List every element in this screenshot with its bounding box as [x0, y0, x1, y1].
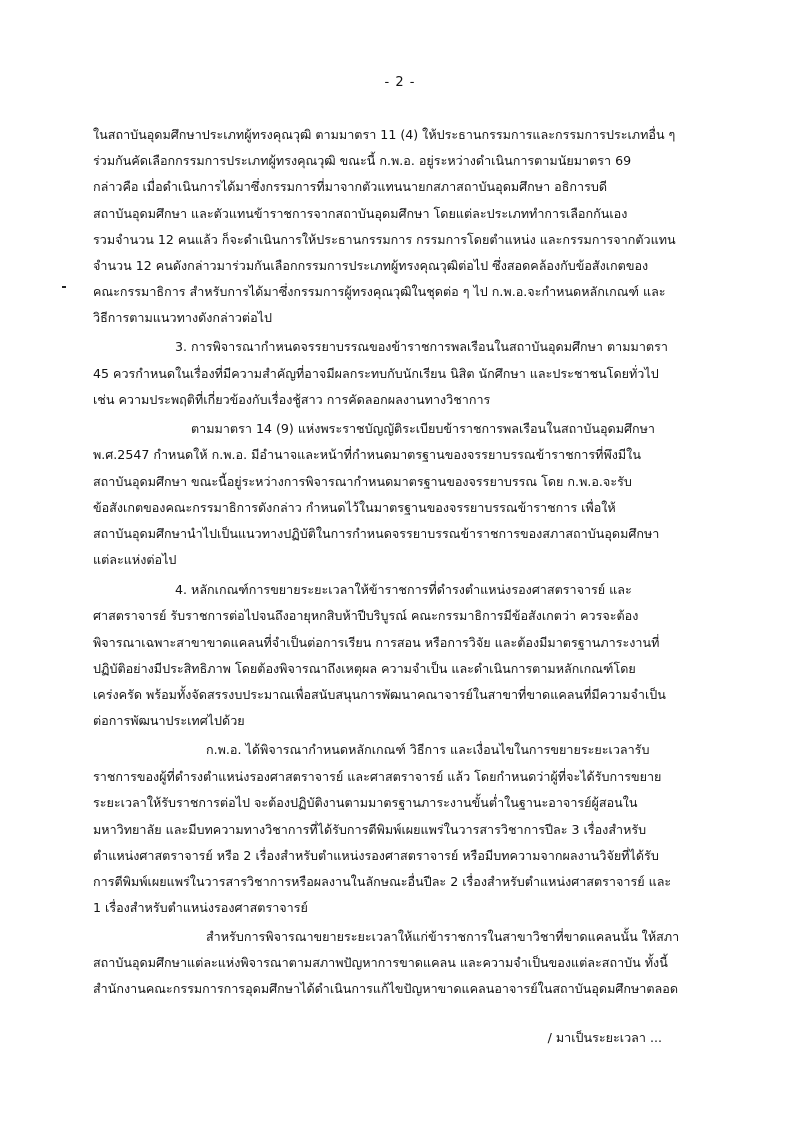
body-line: ศาสตราจารย์ รับราชการต่อไปจนถึงอายุหกสิบห้าปีบริบูรณ์ คณะกรรมาธิการมีข้อสังเกตว่า ควรจะต้อง: [93, 608, 639, 623]
page-number: - 2 -: [384, 75, 416, 90]
paragraph-start: ก.พ.อ. ได้พิจารณากำหนดหลักเกณฑ์ วิธีการ และเงื่อนไขในการขยายระยะเวลารับ: [206, 742, 650, 757]
body-line: แต่ละแห่งต่อไป: [93, 552, 177, 567]
body-line: เช่น ความประพฤติที่เกี่ยวข้องกับเรื่องชู้สาว การคัดลอกผลงานทางวิชาการ: [93, 392, 491, 407]
scan-mark: [62, 286, 66, 288]
section-heading-4: 4. หลักเกณฑ์การขยายระยะเวลาให้ข้าราชการที่ดำรงตำแหน่งรองศาสตราจารย์ และ: [175, 582, 632, 597]
body-line: สถาบันอุดมศึกษานำไปเป็นแนวทางปฏิบัติในการกำหนดจรรยาบรรณข้าราชการของสภาสถาบันอุดมศึกษา: [93, 526, 660, 541]
continuation-note: / มาเป็นระยะเวลา ...: [547, 1030, 662, 1045]
body-line: การตีพิมพ์เผยแพร่ในวารสารวิชาการหรือผลงานในลักษณะอื่นปีละ 2 เรื่องสำหรับตำแหน่งศาสตราจารย์ และ: [93, 874, 672, 889]
body-line: วิธีการตามแนวทางดังกล่าวต่อไป: [93, 310, 272, 325]
body-line: ปฏิบัติอย่างมีประสิทธิภาพ โดยต้องพิจารณาถึงเหตุผล ความจำเป็น และดำเนินการตามหลักเกณฑ์โดย: [93, 661, 636, 676]
body-line: มหาวิทยาลัย และมีบทความทางวิชาการที่ได้รับการตีพิมพ์เผยแพร่ในวารสารวิชาการปีละ 3 เรื่องสำหรับ: [93, 822, 647, 837]
body-line: จำนวน 12 คนดังกล่าวมาร่วมกันเลือกกรรมการประเภทผู้ทรงคุณวุฒิต่อไป ซึ่งสอดคล้องกับข้อสังเกตของ: [93, 258, 649, 273]
body-line: กล่าวคือ เมื่อดำเนินการได้มาซึ่งกรรมการที่มาจากตัวแทนนายกสภาสถาบันอุดมศึกษา อธิการบดี: [93, 179, 608, 194]
body-line: ในสถาบันอุดมศึกษาประเภทผู้ทรงคุณวุฒิ ตามมาตรา 11 (4) ให้ประธานกรรมการและกรรมการประเภทอื่น ๆ: [93, 127, 676, 142]
body-line: สถาบันอุดมศึกษา ขณะนี้อยู่ระหว่างการพิจารณากำหนดมาตรฐานของจรรยาบรรณ โดย ก.พ.อ.จะรับ: [93, 474, 632, 489]
paragraph-start: ตามมาตรา 14 (9) แห่งพระราชบัญญัติระเบียบข้าราชการพลเรือนในสถาบันอุดมศึกษา: [191, 421, 655, 436]
body-line: 1 เรื่องสำหรับตำแหน่งรองศาสตราจารย์: [93, 900, 308, 915]
paragraph-start: สำหรับการพิจารณาขยายระยะเวลาให้แก่ข้าราชการในสาขาวิชาที่ขาดแคลนนั้น ให้สภา: [206, 929, 680, 944]
body-line: รวมจำนวน 12 คนแล้ว ก็จะดำเนินการให้ประธานกรรมการ กรรมการโดยตำแหน่ง และกรรมการจากตัวแทน: [93, 232, 676, 247]
body-line: ระยะเวลาให้รับราชการต่อไป จะต้องปฏิบัติงานตามมาตรฐานภาระงานขั้นต่ำในฐานะอาจารย์ผู้สอนใน: [93, 795, 638, 810]
body-line: เคร่งครัด พร้อมทั้งจัดสรรงบประมาณเพื่อสนับสนุนการพัฒนาคณาจารย์ในสาขาที่ขาดแคลนที่มีความจำเป็น: [93, 687, 666, 702]
body-line: ตำแหน่งศาสตราจารย์ หรือ 2 เรื่องสำหรับตำแหน่งรองศาสตราจารย์ หรือมีบทความจากผลงานวิจัยที่ได้รับ: [93, 848, 659, 863]
section-heading-3: 3. การพิจารณากำหนดจรรยาบรรณของข้าราชการพลเรือนในสถาบันอุดมศึกษา ตามมาตรา: [175, 339, 668, 354]
body-line: ร่วมกันคัดเลือกกรรมการประเภทผู้ทรงคุณวุฒิ ขณะนี้ ก.พ.อ. อยู่ระหว่างดำเนินการตามนัยมาตรา 69: [93, 153, 632, 168]
body-line: ราชการของผู้ที่ดำรงตำแหน่งรองศาสตราจารย์ และศาสตราจารย์ แล้ว โดยกำหนดว่าผู้ที่จะได้รับการขยาย: [93, 769, 662, 784]
body-line: สำนักงานคณะกรรมการการอุดมศึกษาได้ดำเนินการแก้ไขปัญหาขาดแคลนอาจารย์ในสถาบันอุดมศึกษาตลอด: [93, 981, 679, 996]
body-line: 45 ควรกำหนดในเรื่องที่มีความสำคัญที่อาจมีผลกระทบกับนักเรียน นิสิต นักศึกษา และประชาชนโดยทั่วไป: [93, 366, 659, 381]
body-line: ต่อการพัฒนาประเทศไปด้วย: [93, 713, 245, 728]
body-line: คณะกรรมาธิการ สำหรับการได้มาซึ่งกรรมการผู้ทรงคุณวุฒิในชุดต่อ ๆ ไป ก.พ.อ.จะกำหนดหลักเกณฑ์ และ: [93, 284, 666, 299]
body-line: พ.ศ.2547 กำหนดให้ ก.พ.อ. มีอำนาจและหน้าที่กำหนดมาตรฐานของจรรยาบรรณข้าราชการที่พึงมีใน: [93, 447, 641, 462]
body-line: พิจารณาเฉพาะสาขาขาดแคลนที่จำเป็นต่อการเรียน การสอน หรือการวิจัย และต้องมีมาตรฐานภาระงานที่: [93, 635, 660, 650]
body-line: ข้อสังเกตของคณะกรรมาธิการดังกล่าว กำหนดไว้ในมาตรฐานของจรรยาบรรณข้าราชการ เพื่อให้: [93, 500, 616, 515]
body-line: สถาบันอุดมศึกษา และตัวแทนข้าราชการจากสถาบันอุดมศึกษา โดยแต่ละประเภททำการเลือกกันเอง: [93, 206, 628, 221]
body-line: สถาบันอุดมศึกษาแต่ละแห่งพิจารณาตามสภาพปัญหาการขาดแคลน และความจำเป็นของแต่ละสถาบัน ทั้งนี้: [93, 955, 668, 970]
